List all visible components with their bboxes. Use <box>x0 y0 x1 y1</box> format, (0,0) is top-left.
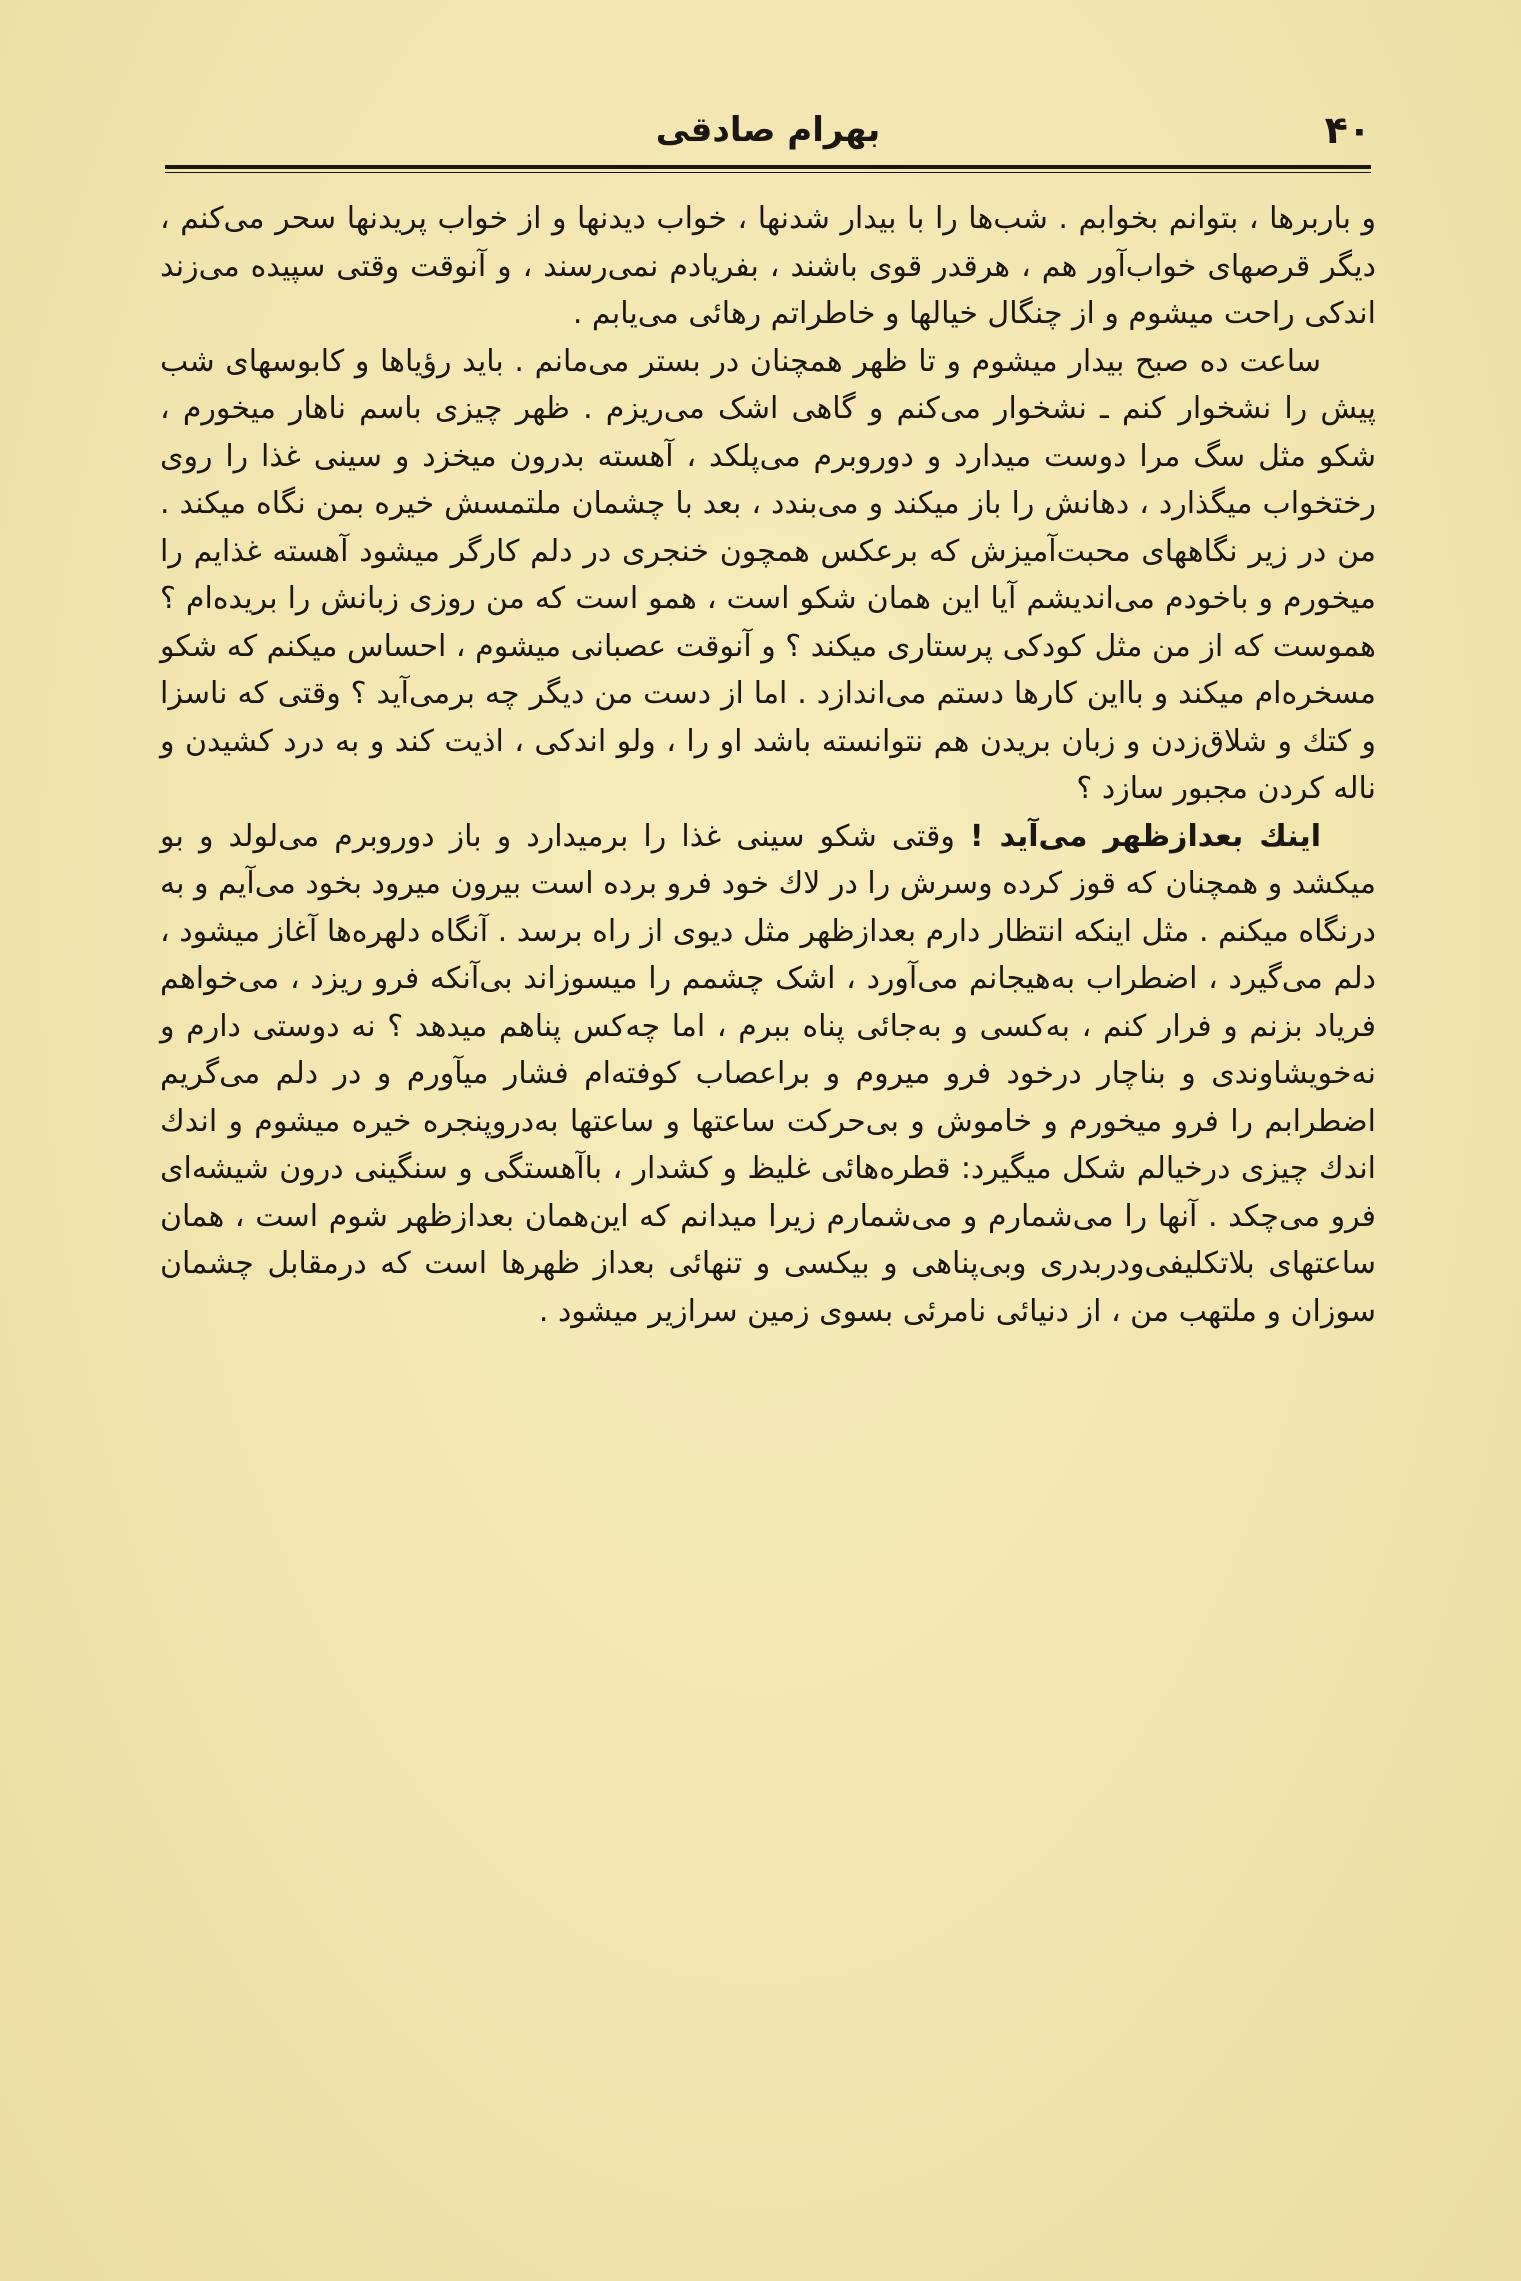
paragraph-3-text: وقتی شکو سینی غذا را برمیدارد و باز دوروبرم می‌لولد و بو میکشد و همچنان که قوز کرده وسرش را در لاك خود فرو برده است بیرون میرود بخود می‌آیم و به درنگاه میکنم . مثل اینکه انتظار دارم بعدازظهر مثل دیوی از راه برسد . آنگاه دلهره‌ها آغاز میشود ، دلم می‌گیرد ، اضطراب به‌هیجانم می‌آورد ، اشک چشمم را میسوزاند بی‌آنکه فرو ریزد ، می‌خواهم فریاد بزنم و فرار کنم ، به‌کسی و به‌جائی پناه ببرم ، اما چه‌کس پناهم میدهد ؟ نه دوستی دارم و نه‌خویشاوندی و بناچار درخود فرو میروم و براعصاب کوفته‌ام فشار میآورم و در دلم می‌گریم اضطرابم را فرو میخورم و خاموش و بی‌حرکت ساعتها و ساعتها به‌درو‌پنجره خیره میشوم و اندك اندك چیزی درخیالم شکل میگیرد: قطره‌هائی غلیظ و کشدار ، باآهستگی و سنگینی درون شیشه‌ای فرو می‌چکد . آنها را می‌شمارم و می‌شمارم زیرا میدانم که این‌همان بعدازظهر شوم است ، همان ساعتهای بلاتکلیفی‌ودربدری وبی‌پناهی و بیکسی و تنهائی بعداز ظهرها است که درمقابل چشمان سوزان و ملتهب من ، از دنیائی نامرئی بسوی زمین سرازیر میشود . <box>160 818 1376 1329</box>
paragraph-2-text: ساعت ده صبح بیدار میشوم و تا ظهر همچنان در بستر می‌مانم . باید رؤیاها و کابوسهای شب پیش را نشخوار کنم ـ نشخوار می‌کنم و گاهی اشک می‌ریزم . ظهر چیزی باسم ناهار میخورم ، شکو مثل سگ مرا دوست میدارد و دوروبرم می‌پلکد ، آهسته بدرون میخزد و سینی غذا را روی رختخواب میگذارد ، دهانش را باز میکند و می‌بندد ، بعد با چشمان ملتمسش خیره بمن نگاه میکند . من در زیر نگاههای محبت‌آمیزش که برعکس همچون خنجری در دلم کارگر میشود آهسته غذایم را میخورم و باخودم می‌اندیشم آیا این همان شکو است ، همو است که من روزی زبانش را بریده‌ام ؟ هموست که از من مثل کودکی پرستاری میکند ؟ و آنوقت عصبانی میشوم ، احساس میکنم که شکو مسخره‌ام میکند و بااین کارها دستم می‌اندازد . اما از دست من دیگر چه برمی‌آید ؟ وقتی که ناسزا و کتك و شلاق‌زدن و زبان بریدن هم نتوانسته باشد او را ، ولو اندکی ، اذیت کند و به درد کشیدن و ناله کردن مجبور سازد ؟ <box>160 343 1376 806</box>
paragraph-1 <box>160 195 1376 338</box>
body-text <box>160 195 1376 1335</box>
paragraph-3 <box>160 813 1376 1336</box>
running-title: بهرام صادقی <box>655 110 881 150</box>
page-number: ۴۰ <box>1324 108 1371 152</box>
paragraph-2 <box>160 338 1376 813</box>
header-rule <box>165 165 1371 173</box>
paragraph-1-text: و باربرها ، بتوانم بخوابم . شب‌ها را با بیدار شدنها ، خواب دیدنها و از خواب پریدنها سحر می‌کنم ، دیگر قرصهای خواب‌آور هم ، هرقدر قوی باشند ، بفریادم نمی‌رسند ، و آنوقت وقتی سپیده می‌زند اندکی راحت میشوم و از چنگال خیالها و خاطراتم رهائی می‌یابم . <box>160 201 1376 331</box>
paragraph-3-lead: اینك بعدازظهر می‌آید ! <box>969 818 1321 854</box>
page-header <box>165 100 1371 160</box>
